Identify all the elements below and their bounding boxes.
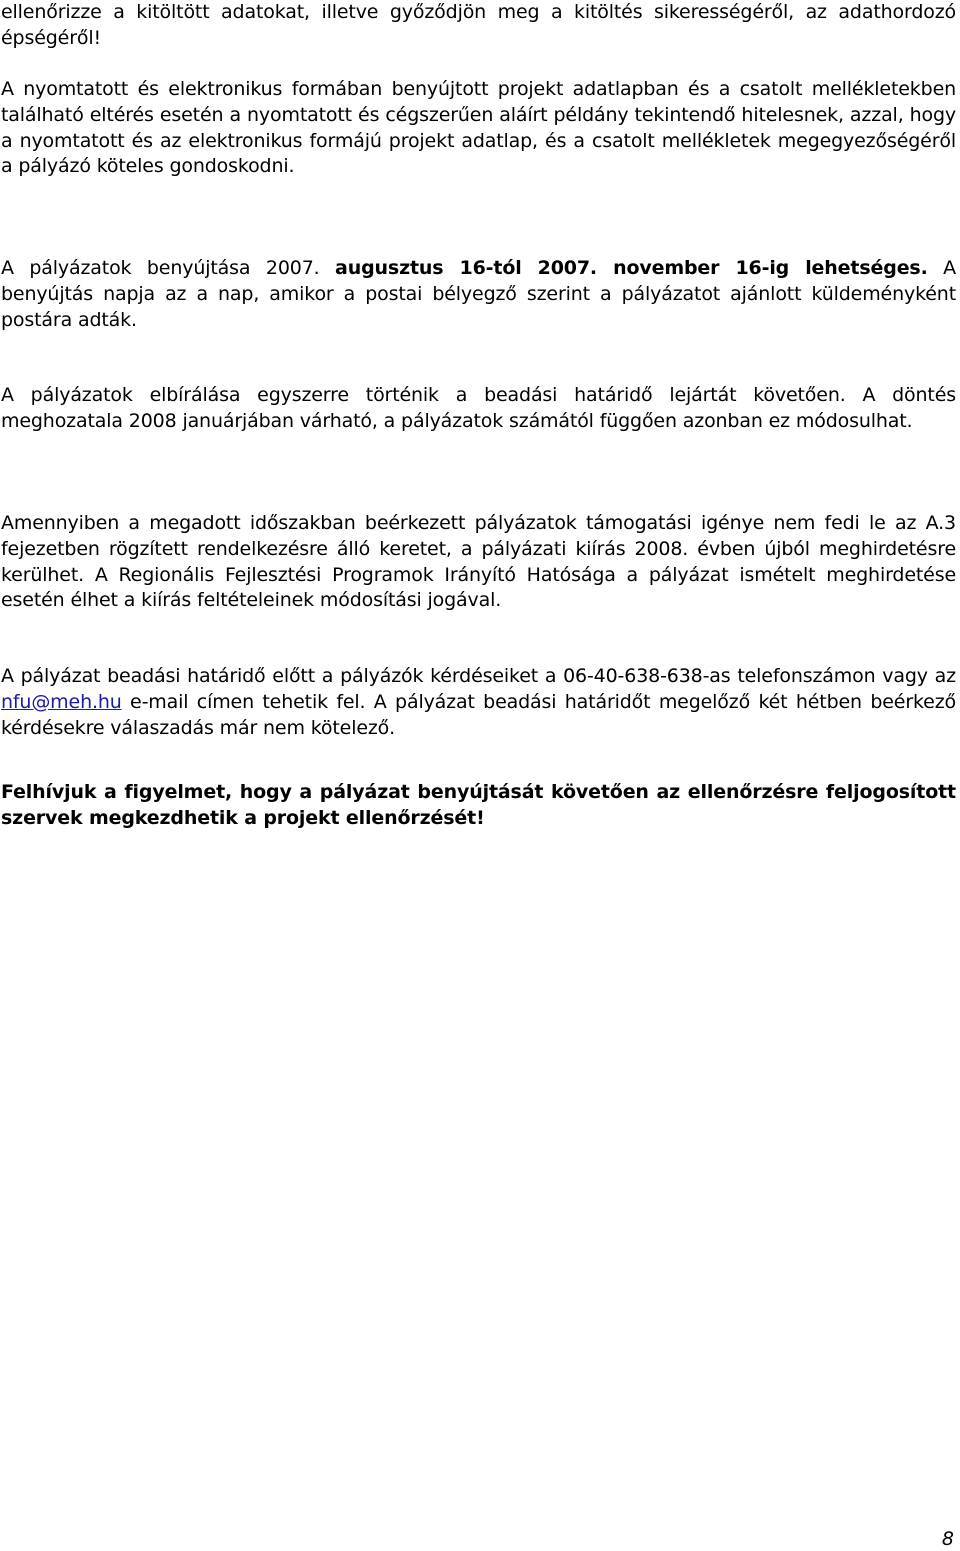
questions-before-text: A pályázat beadási határidő előtt a pályázók kérdéseiket a 06-40-638-638-as telefonszámon vagy az [1, 665, 956, 687]
paragraph-questions [1, 664, 956, 741]
paragraph-verify-data: ellenőrizze a kitöltött adatokat, illetve győződjön meg a kitöltés sikerességéről, az adathordozó épségéről! [1, 1, 956, 49]
email-link[interactable]: nfu@meh.hu [1, 690, 122, 713]
submission-intro-text: A pályázatok benyújtása 2007. [1, 257, 336, 279]
submission-dates-bold: augusztus 16-tól 2007. november 16-ig lehetséges. [335, 257, 928, 279]
paragraph-evaluation: A pályázatok elbírálása egyszerre történik a beadási határidő lejártát követően. A döntés meghozatala 2008 januárjában várható, a pályázatok számától függően azonban ez módosulhat. [1, 384, 956, 432]
questions-after-text: e-mail címen tehetik fel. A pályázat beadási határidőt megelőző két hétben beérkező kérdésekre válaszadás már nem kötelező. [1, 690, 956, 739]
submission-rest-text: A benyújtás napja az a nap, amikor a postai bélyegző szerint a pályázatot ajánlott küldeményként postára adták. [1, 257, 956, 331]
paragraph-republication: Amennyiben a megadott időszakban beérkezett pályázatok támogatási igénye nem fedi le az A.3 fejezetben rögzített rendelkezésre álló keretet, a pályázati kiírás 2008. évben újból meghirdetésre kerülhet. A Regionális Fejlesztési Programok Irányító Hatósága a pályázat ismételt meghirdetése esetén élhet a kiírás feltételeinek módosítási jogával. [1, 512, 956, 612]
paragraph-attention-notice: Felhívjuk a figyelmet, hogy a pályázat benyújtását követően az ellenőrzésre feljogosított szervek megkezdhetik a projekt ellenőrzését! [1, 781, 956, 829]
paragraph-discrepancy: A nyomtatott és elektronikus formában benyújtott projekt adatlapban és a csatolt mellékletekben található eltérés esetén a nyomtatott és cégszerűen aláírt példány tekintendő hitelesnek, azzal, hogy a nyomtatott és az elektronikus formájú projekt adatlap, és a csatolt mellékletek megegyezőségéről a pályázó köteles gondoskodni. [1, 78, 956, 178]
paragraph-submission-period [1, 256, 956, 333]
page-number: 8 [941, 1528, 954, 1550]
